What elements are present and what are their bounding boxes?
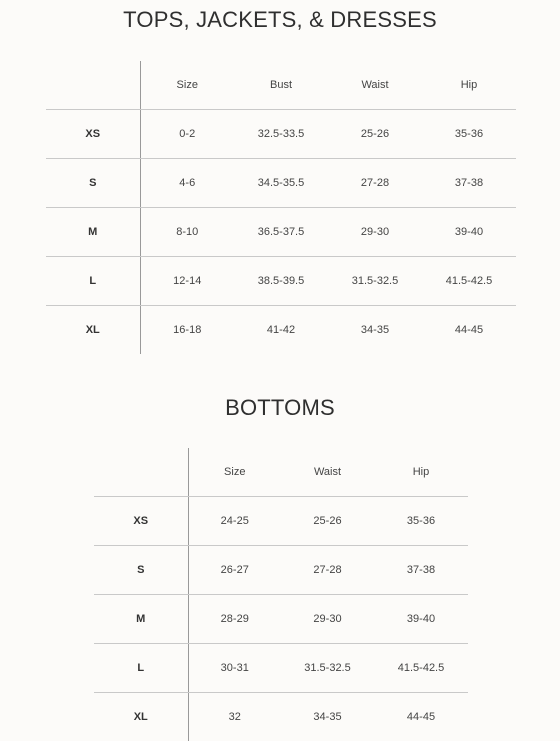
table-cell: 27-28	[281, 546, 374, 595]
table-cell: 41-42	[234, 306, 328, 355]
table-cell: 32	[188, 693, 281, 741]
table-row	[46, 208, 516, 257]
table-cell: 34.5-35.5	[234, 159, 328, 208]
table-row	[94, 546, 468, 595]
table-cell: 27-28	[328, 159, 422, 208]
table-cell: 36.5-37.5	[234, 208, 328, 257]
column-header: Hip	[374, 448, 468, 497]
row-header: S	[46, 159, 140, 208]
table-cell: 12-14	[140, 257, 234, 306]
table-header-row	[46, 61, 516, 110]
table-cell: 16-18	[140, 306, 234, 355]
table-cell: 37-38	[422, 159, 516, 208]
table-cell: 44-45	[422, 306, 516, 355]
row-header: XL	[94, 693, 188, 741]
table-row	[46, 110, 516, 159]
table-cell: 35-36	[374, 497, 468, 546]
table-cell: 28-29	[188, 595, 281, 644]
table-row	[46, 257, 516, 306]
row-header: XL	[46, 306, 140, 355]
table-cell: 25-26	[281, 497, 374, 546]
row-header: M	[94, 595, 188, 644]
column-header: Waist	[281, 448, 374, 497]
row-header: M	[46, 208, 140, 257]
table-row	[94, 497, 468, 546]
table-cell: 38.5-39.5	[234, 257, 328, 306]
table-cell: 37-38	[374, 546, 468, 595]
table-row	[46, 159, 516, 208]
table-row	[94, 595, 468, 644]
bottoms-size-table	[94, 448, 468, 741]
table-cell: 39-40	[374, 595, 468, 644]
table-cell: 8-10	[140, 208, 234, 257]
table-header-row	[94, 448, 468, 497]
table-row	[94, 644, 468, 693]
corner-cell	[94, 448, 188, 497]
row-header: L	[46, 257, 140, 306]
table-cell: 39-40	[422, 208, 516, 257]
column-header: Hip	[422, 61, 516, 110]
table-cell: 4-6	[140, 159, 234, 208]
table-cell: 31.5-32.5	[281, 644, 374, 693]
row-header: S	[94, 546, 188, 595]
table-cell: 41.5-42.5	[422, 257, 516, 306]
column-header: Size	[188, 448, 281, 497]
row-header: XS	[46, 110, 140, 159]
table-cell: 0-2	[140, 110, 234, 159]
row-header: XS	[94, 497, 188, 546]
table-cell: 31.5-32.5	[328, 257, 422, 306]
column-header: Size	[140, 61, 234, 110]
tops-size-table	[46, 61, 516, 354]
tops-section-title: TOPS, JACKETS, & DRESSES	[0, 7, 560, 33]
corner-cell	[46, 61, 140, 110]
table-cell: 24-25	[188, 497, 281, 546]
table-cell: 29-30	[281, 595, 374, 644]
table-cell: 29-30	[328, 208, 422, 257]
table-cell: 32.5-33.5	[234, 110, 328, 159]
table-row	[46, 306, 516, 355]
table-cell: 41.5-42.5	[374, 644, 468, 693]
table-row	[94, 693, 468, 741]
row-header: L	[94, 644, 188, 693]
table-cell: 30-31	[188, 644, 281, 693]
table-cell: 44-45	[374, 693, 468, 741]
table-cell: 35-36	[422, 110, 516, 159]
bottoms-section-title: BOTTOMS	[0, 395, 560, 421]
table-cell: 34-35	[328, 306, 422, 355]
column-header: Bust	[234, 61, 328, 110]
table-cell: 26-27	[188, 546, 281, 595]
table-cell: 34-35	[281, 693, 374, 741]
table-cell: 25-26	[328, 110, 422, 159]
column-header: Waist	[328, 61, 422, 110]
